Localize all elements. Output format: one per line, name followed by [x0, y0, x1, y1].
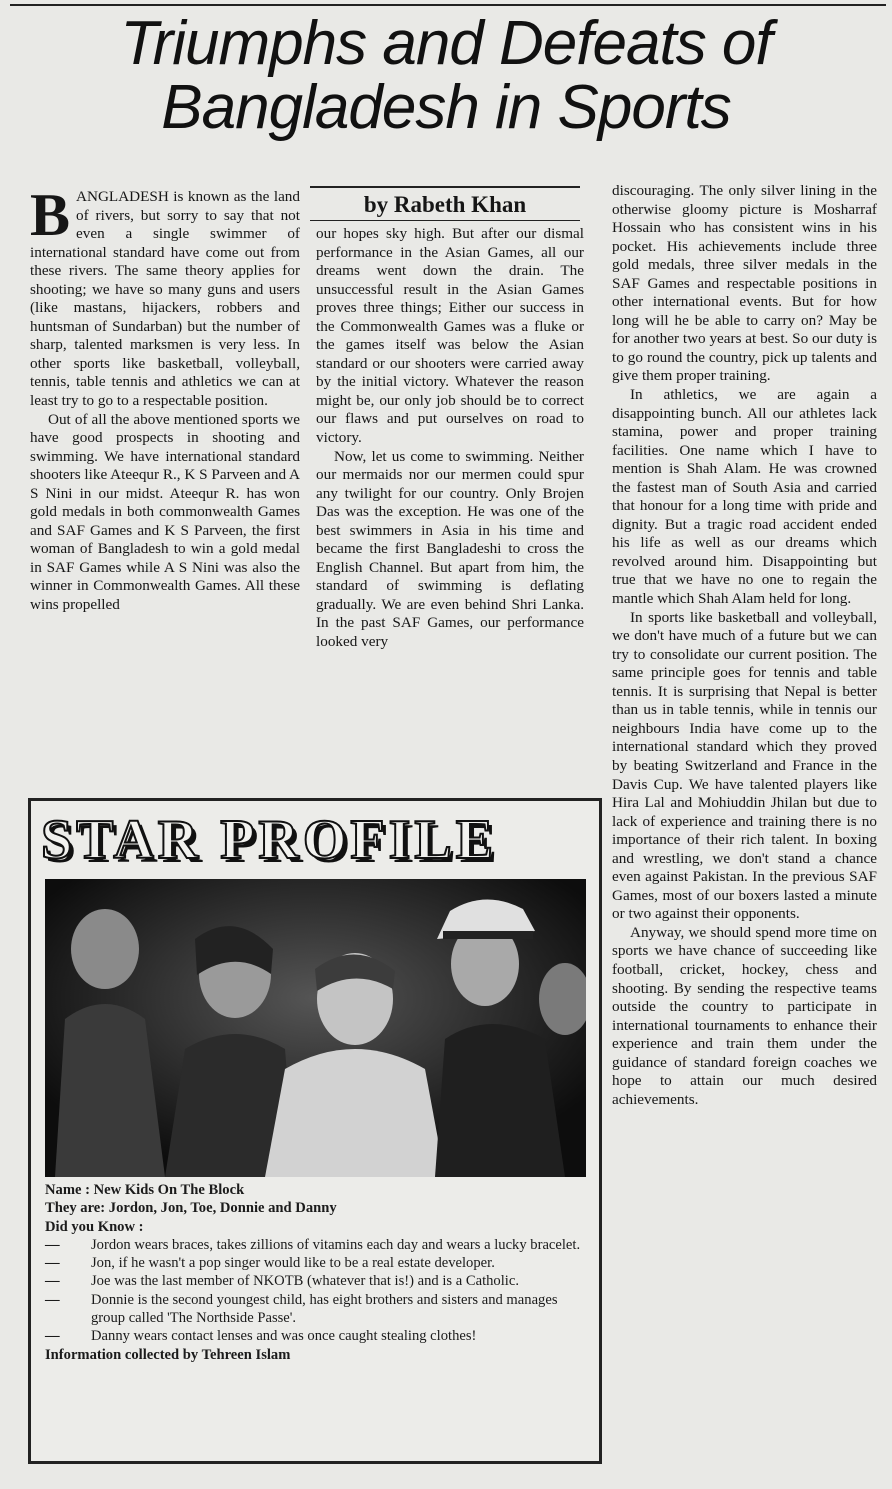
article-paragraph-7: In sports like basketball and volleyball, we don't have much of a future but we can try to consolidate our current position. The same principle goes for tennis and table tennis. It is surprising that Nepal is better than us in table tennis, while in tennis our neighbours India have come up to the international standard which they proved by beating Switzerland and France in the Davis Cup. We have talented players like Hira Lal and Mohiuddin Jhilan but due to lack of experience and training there is no importance of their rich talent. In boxing and wrestling, we don't stand a chance even against Pakistan. In the previous SAF Games, most of our boxers lasted a minute or two against their opponents. — [612, 608, 877, 923]
fact-item — [45, 1236, 587, 1254]
band-photo — [45, 879, 586, 1177]
top-rule — [10, 4, 886, 6]
article-paragraph-3: our hopes sky high. But after our dismal performance in the Asian Games, all our dreams went down the drain. The unsuccessful result in the Asian Games proves three things; Either our success in the Commonwealth Games was a fluke or the games itself was below the Asian standard or our shooters were carried away by the initial victory. Whatever the reason might be, our only job should be to correct our flaws and put ourselves on road to victory. — [316, 225, 584, 447]
fact-text: Donnie is the second youngest child, has eight brothers and sisters and manages group called 'The Northside Passe'. — [91, 1291, 558, 1327]
article-column-2 — [316, 225, 584, 652]
byline: by Rabeth Khan — [363, 192, 527, 217]
article-paragraph-8: Anyway, we should spend more time on sports we have chance of succeeding like football, cricket, hockey, chess and shooting. By sending the respective teams outside the country to participate in international tournaments to enhance their experience and train them under the guidance of standard foreign coaches we hope to attain our much desired achievements. — [612, 923, 877, 1108]
facts-list — [45, 1236, 587, 1346]
did-you-know-heading: Did you Know : — [45, 1218, 144, 1235]
profile-details — [45, 1181, 587, 1364]
star-profile-title: STAR PROFILE — [41, 809, 498, 871]
lead-word: ANGLADESH — [76, 188, 169, 205]
band-photo-illustration — [45, 879, 586, 1177]
fact-text: Joe was the last member of NKOTB (whatever that is!) and is a Catholic. — [91, 1273, 519, 1290]
byline-rule-bottom — [310, 220, 580, 221]
byline-box — [310, 186, 580, 226]
article-headline — [0, 9, 892, 142]
fact-text: Danny wears contact lenses and was once caught stealing clothes! — [91, 1328, 477, 1345]
article-column-3 — [612, 182, 877, 1109]
fact-item — [45, 1272, 587, 1290]
star-profile-box — [28, 798, 602, 1464]
paragraph-1-text: is known as the land of rivers, but sorry to say that not even a single swimmer of international standard have come out from these rivers. The same theory applies for shooting; we have so many guns and users (like mastans, hijackers, robbers and huntsman of Sundarban) but the number of sharp, talented marksmen is very less. In other sports like basketball, volleyball, tennis, table tennis and athletics we can at least try to go to a respectable position. — [30, 188, 300, 410]
fact-text: Jon, if he wasn't a pop singer would like to be a real estate developer. — [91, 1255, 495, 1272]
headline-line-1: Triumphs and Defeats of — [120, 9, 772, 78]
article-paragraph-4: Now, let us come to swimming. Neither our mermaids nor our mermen could spur any twilight for our country. Only Brojen Das was the exception. He was one of the best swimmers in Asia in his time and became the first Bangladeshi to cross the English Channel. But apart from him, the standard of swimming is deflating gradually. We are even behind Shri Lanka. In the past SAF Games, our performance looked very — [316, 447, 584, 651]
article-paragraph-6: In athletics, we are again a disappointing bunch. All our athletes lack stamina, power and proper training facilities. One name which I have to mention is Shah Alam. He was crowned the fastest man of South Asia and carried that honour for a long time with pride and dignity. But a tragic road accident ended his life as well as our dreams which revolved around him. Disappointing but true that we have no one to regain the mantle which Shah Alam held for long. — [612, 386, 877, 608]
profile-members: They are: Jordon, Jon, Toe, Donnie and Danny — [45, 1200, 337, 1217]
fact-text: Jordon wears braces, takes zillions of vitamins each day and wears a lucky bracelet. — [91, 1236, 581, 1253]
article-column-1 — [30, 182, 300, 615]
article-paragraph-5: discouraging. The only silver lining in the otherwise gloomy picture is Mosharraf Hossain who has consistent wins in his pocket. His achievements include three gold medals, three silver medals in the SAF Games and respectable positions in other international events. But for how long will he be able to carry on? May be for another two years at best. So our duty is to go round the country, pick up talents and give them proper training. — [612, 182, 877, 385]
profile-name: Name : New Kids On The Block — [45, 1182, 245, 1198]
fact-item — [45, 1291, 587, 1328]
article-paragraph-2: Out of all the above mentioned sports we have good prospects in shooting and swimming. We have international standard shooters like Ateequr R., K S Parveen and A S Nini in our midst. Ateequr R. has won gold medals in both commonwealth Games and SAF Games and K S Parveen, the first woman of Bangladesh to win a gold medal in SAF Games while A S Nini was also the winner in Commonwealth Games. All these wins propelled — [30, 410, 300, 614]
article-paragraph-1 — [30, 182, 300, 411]
fact-item — [45, 1254, 587, 1272]
headline-line-2: Bangladesh in Sports — [161, 73, 731, 142]
fact-item — [45, 1327, 587, 1345]
profile-credit: Information collected by Tehreen Islam — [45, 1346, 291, 1363]
drop-cap: B — [30, 182, 71, 248]
byline-rule-top — [310, 186, 580, 188]
